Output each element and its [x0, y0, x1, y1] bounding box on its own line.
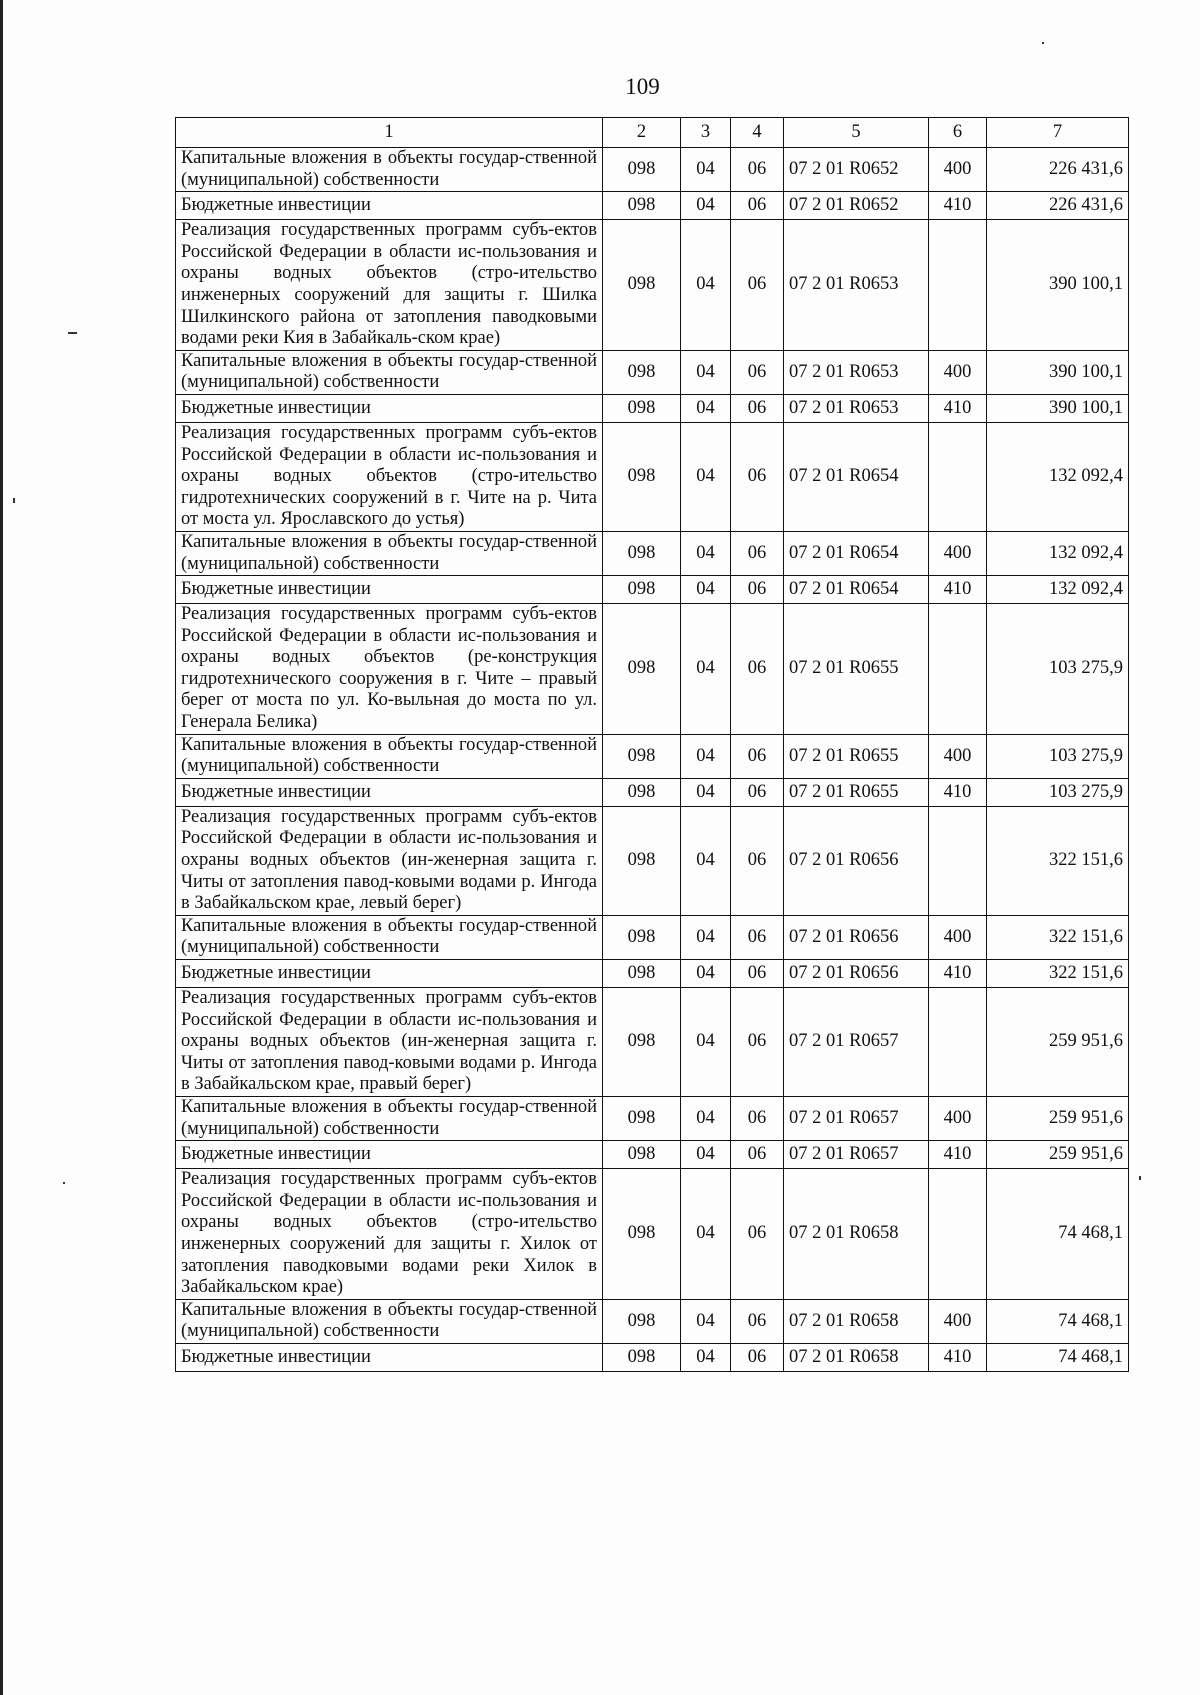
subsection-code-cell: 06: [731, 1169, 784, 1300]
section-code-cell: 04: [681, 1343, 731, 1371]
expense-type-cell: 410: [929, 1141, 987, 1169]
ministry-code-cell: 098: [603, 1169, 681, 1300]
section-code-cell: 04: [681, 531, 731, 575]
ministry-code-cell: 098: [603, 734, 681, 778]
subsection-code-cell: 06: [731, 1141, 784, 1169]
amount-cell: 103 275,9: [987, 778, 1129, 806]
row-name-cell: Капитальные вложения в объекты государ-ственной (муниципальной) собственности: [176, 148, 603, 192]
scan-speck: [1139, 1176, 1141, 1180]
amount-cell: 132 092,4: [987, 576, 1129, 604]
target-code-cell: 07 2 01 R0658: [784, 1169, 929, 1300]
amount-cell: 322 151,6: [987, 960, 1129, 988]
expense-type-cell: [929, 220, 987, 351]
expense-type-cell: 400: [929, 734, 987, 778]
subsection-code-cell: 06: [731, 394, 784, 422]
expense-type-cell: 410: [929, 1343, 987, 1371]
subsection-code-cell: 06: [731, 604, 784, 735]
amount-cell: 103 275,9: [987, 734, 1129, 778]
amount-cell: 390 100,1: [987, 350, 1129, 394]
target-code-cell: 07 2 01 R0657: [784, 988, 929, 1097]
table-row: [176, 1299, 1129, 1343]
table-row: [176, 1343, 1129, 1371]
row-name-cell: Бюджетные инвестиции: [176, 1343, 603, 1371]
subsection-code-cell: 06: [731, 960, 784, 988]
table-row: [176, 576, 1129, 604]
subsection-code-cell: 06: [731, 350, 784, 394]
subsection-code-cell: 06: [731, 988, 784, 1097]
table-row: [176, 148, 1129, 192]
target-code-cell: 07 2 01 R0654: [784, 422, 929, 531]
column-header: 4: [731, 118, 784, 148]
expense-type-cell: 400: [929, 1299, 987, 1343]
section-code-cell: 04: [681, 148, 731, 192]
table-row: [176, 220, 1129, 351]
expense-type-cell: [929, 604, 987, 735]
column-header: 6: [929, 118, 987, 148]
section-code-cell: 04: [681, 915, 731, 959]
scan-speck: [63, 1182, 65, 1184]
amount-cell: 226 431,6: [987, 192, 1129, 220]
amount-cell: 74 468,1: [987, 1299, 1129, 1343]
table-row: [176, 394, 1129, 422]
target-code-cell: 07 2 01 R0653: [784, 350, 929, 394]
target-code-cell: 07 2 01 R0654: [784, 531, 929, 575]
scan-speck: [68, 332, 77, 334]
expense-type-cell: 400: [929, 1096, 987, 1140]
target-code-cell: 07 2 01 R0656: [784, 806, 929, 915]
target-code-cell: 07 2 01 R0655: [784, 734, 929, 778]
ministry-code-cell: 098: [603, 960, 681, 988]
row-name-cell: Реализация государственных программ субъ-ектов Российской Федерации в области ис-пользования и охраны водных объектов (ин-женерная защита г. Читы от затопления павод-ковыми водами р. Ингода в Забайкальском крае, левый берег): [176, 806, 603, 915]
target-code-cell: 07 2 01 R0658: [784, 1343, 929, 1371]
section-code-cell: 04: [681, 576, 731, 604]
table-row: [176, 350, 1129, 394]
row-name-cell: Капитальные вложения в объекты государ-ственной (муниципальной) собственности: [176, 1299, 603, 1343]
expense-type-cell: 400: [929, 531, 987, 575]
target-code-cell: 07 2 01 R0653: [784, 394, 929, 422]
amount-cell: 132 092,4: [987, 422, 1129, 531]
scan-edge: [0, 0, 3, 1695]
expense-type-cell: 410: [929, 394, 987, 422]
table-row: [176, 734, 1129, 778]
row-name-cell: Капитальные вложения в объекты государ-ственной (муниципальной) собственности: [176, 1096, 603, 1140]
table-row: [176, 960, 1129, 988]
section-code-cell: 04: [681, 778, 731, 806]
row-name-cell: Реализация государственных программ субъ-ектов Российской Федерации в области ис-пользования и охраны водных объектов (стро-ительство гидротехнических сооружений в г. Чите на р. Чита от моста ул. Ярославского до устья): [176, 422, 603, 531]
row-name-cell: Капитальные вложения в объекты государ-ственной (муниципальной) собственности: [176, 915, 603, 959]
column-header: 7: [987, 118, 1129, 148]
scan-speck: [1042, 42, 1044, 44]
table-body: [176, 148, 1129, 1372]
amount-cell: 322 151,6: [987, 915, 1129, 959]
target-code-cell: 07 2 01 R0658: [784, 1299, 929, 1343]
amount-cell: 322 151,6: [987, 806, 1129, 915]
section-code-cell: 04: [681, 394, 731, 422]
subsection-code-cell: 06: [731, 1299, 784, 1343]
subsection-code-cell: 06: [731, 192, 784, 220]
header-row: [176, 118, 1129, 148]
amount-cell: 259 951,6: [987, 988, 1129, 1097]
subsection-code-cell: 06: [731, 576, 784, 604]
ministry-code-cell: 098: [603, 778, 681, 806]
table-row: [176, 531, 1129, 575]
row-name-cell: Бюджетные инвестиции: [176, 192, 603, 220]
section-code-cell: 04: [681, 734, 731, 778]
column-header: 1: [176, 118, 603, 148]
target-code-cell: 07 2 01 R0655: [784, 778, 929, 806]
section-code-cell: 04: [681, 192, 731, 220]
section-code-cell: 04: [681, 960, 731, 988]
ministry-code-cell: 098: [603, 988, 681, 1097]
subsection-code-cell: 06: [731, 1096, 784, 1140]
expense-type-cell: 410: [929, 960, 987, 988]
row-name-cell: Бюджетные инвестиции: [176, 576, 603, 604]
expense-type-cell: 410: [929, 576, 987, 604]
expense-type-cell: [929, 422, 987, 531]
amount-cell: 390 100,1: [987, 394, 1129, 422]
expense-type-cell: [929, 806, 987, 915]
table-row: [176, 192, 1129, 220]
row-name-cell: Бюджетные инвестиции: [176, 1141, 603, 1169]
amount-cell: 103 275,9: [987, 604, 1129, 735]
target-code-cell: 07 2 01 R0657: [784, 1141, 929, 1169]
table-row: [176, 806, 1129, 915]
subsection-code-cell: 06: [731, 148, 784, 192]
table-row: [176, 604, 1129, 735]
subsection-code-cell: 06: [731, 531, 784, 575]
expense-type-cell: 400: [929, 350, 987, 394]
ministry-code-cell: 098: [603, 422, 681, 531]
section-code-cell: 04: [681, 604, 731, 735]
ministry-code-cell: 098: [603, 1299, 681, 1343]
page-number: 109: [625, 74, 660, 99]
expense-type-cell: 410: [929, 778, 987, 806]
expense-type-cell: [929, 1169, 987, 1300]
section-code-cell: 04: [681, 1096, 731, 1140]
subsection-code-cell: 06: [731, 778, 784, 806]
table-row: [176, 422, 1129, 531]
expense-type-cell: 400: [929, 148, 987, 192]
amount-cell: 390 100,1: [987, 220, 1129, 351]
row-name-cell: Бюджетные инвестиции: [176, 960, 603, 988]
amount-cell: 132 092,4: [987, 531, 1129, 575]
target-code-cell: 07 2 01 R0654: [784, 576, 929, 604]
section-code-cell: 04: [681, 1141, 731, 1169]
budget-table: [175, 117, 1129, 1372]
row-name-cell: Бюджетные инвестиции: [176, 394, 603, 422]
column-header: 2: [603, 118, 681, 148]
ministry-code-cell: 098: [603, 148, 681, 192]
ministry-code-cell: 098: [603, 1141, 681, 1169]
table-row: [176, 778, 1129, 806]
row-name-cell: Реализация государственных программ субъ-ектов Российской Федерации в области ис-пользования и охраны водных объектов (стро-ительство инженерных сооружений для защиты г. Шилка Шилкинского района от затопления паводковыми водами реки Кия в Забайкаль-ском крае): [176, 220, 603, 351]
section-code-cell: 04: [681, 1169, 731, 1300]
scan-speck: [13, 498, 15, 503]
ministry-code-cell: 098: [603, 915, 681, 959]
ministry-code-cell: 098: [603, 350, 681, 394]
expense-type-cell: 410: [929, 192, 987, 220]
ministry-code-cell: 098: [603, 531, 681, 575]
ministry-code-cell: 098: [603, 604, 681, 735]
section-code-cell: 04: [681, 988, 731, 1097]
subsection-code-cell: 06: [731, 806, 784, 915]
row-name-cell: Капитальные вложения в объекты государ-ственной (муниципальной) собственности: [176, 734, 603, 778]
row-name-cell: Реализация государственных программ субъ-ектов Российской Федерации в области ис-пользования и охраны водных объектов (ре-конструкция гидротехнического сооружения в г. Чите – правый берег от моста по ул. Ко-выльная до моста по ул. Генерала Белика): [176, 604, 603, 735]
ministry-code-cell: 098: [603, 576, 681, 604]
target-code-cell: 07 2 01 R0652: [784, 148, 929, 192]
target-code-cell: 07 2 01 R0652: [784, 192, 929, 220]
row-name-cell: Капитальные вложения в объекты государ-ственной (муниципальной) собственности: [176, 531, 603, 575]
ministry-code-cell: 098: [603, 192, 681, 220]
table-row: [176, 988, 1129, 1097]
subsection-code-cell: 06: [731, 422, 784, 531]
target-code-cell: 07 2 01 R0653: [784, 220, 929, 351]
ministry-code-cell: 098: [603, 394, 681, 422]
subsection-code-cell: 06: [731, 915, 784, 959]
target-code-cell: 07 2 01 R0656: [784, 915, 929, 959]
table-row: [176, 1096, 1129, 1140]
column-header: 5: [784, 118, 929, 148]
amount-cell: 74 468,1: [987, 1343, 1129, 1371]
row-name-cell: Капитальные вложения в объекты государ-ственной (муниципальной) собственности: [176, 350, 603, 394]
target-code-cell: 07 2 01 R0656: [784, 960, 929, 988]
table-row: [176, 915, 1129, 959]
expense-type-cell: 400: [929, 915, 987, 959]
subsection-code-cell: 06: [731, 220, 784, 351]
row-name-cell: Реализация государственных программ субъ-ектов Российской Федерации в области ис-пользования и охраны водных объектов (стро-ительство инженерных сооружений для защиты г. Хилок от затопления паводковыми водами реки Хилок в Забайкальском крае): [176, 1169, 603, 1300]
amount-cell: 259 951,6: [987, 1141, 1129, 1169]
target-code-cell: 07 2 01 R0657: [784, 1096, 929, 1140]
ministry-code-cell: 098: [603, 1343, 681, 1371]
amount-cell: 226 431,6: [987, 148, 1129, 192]
section-code-cell: 04: [681, 1299, 731, 1343]
amount-cell: 74 468,1: [987, 1169, 1129, 1300]
table-row: [176, 1169, 1129, 1300]
ministry-code-cell: 098: [603, 220, 681, 351]
expense-type-cell: [929, 988, 987, 1097]
target-code-cell: 07 2 01 R0655: [784, 604, 929, 735]
subsection-code-cell: 06: [731, 734, 784, 778]
section-code-cell: 04: [681, 422, 731, 531]
section-code-cell: 04: [681, 806, 731, 915]
column-header: 3: [681, 118, 731, 148]
subsection-code-cell: 06: [731, 1343, 784, 1371]
table-row: [176, 1141, 1129, 1169]
section-code-cell: 04: [681, 350, 731, 394]
section-code-cell: 04: [681, 220, 731, 351]
ministry-code-cell: 098: [603, 806, 681, 915]
row-name-cell: Реализация государственных программ субъ-ектов Российской Федерации в области ис-пользования и охраны водных объектов (ин-женерная защита г. Читы от затопления павод-ковыми водами р. Ингода в Забайкальском крае, правый берег): [176, 988, 603, 1097]
ministry-code-cell: 098: [603, 1096, 681, 1140]
amount-cell: 259 951,6: [987, 1096, 1129, 1140]
row-name-cell: Бюджетные инвестиции: [176, 778, 603, 806]
